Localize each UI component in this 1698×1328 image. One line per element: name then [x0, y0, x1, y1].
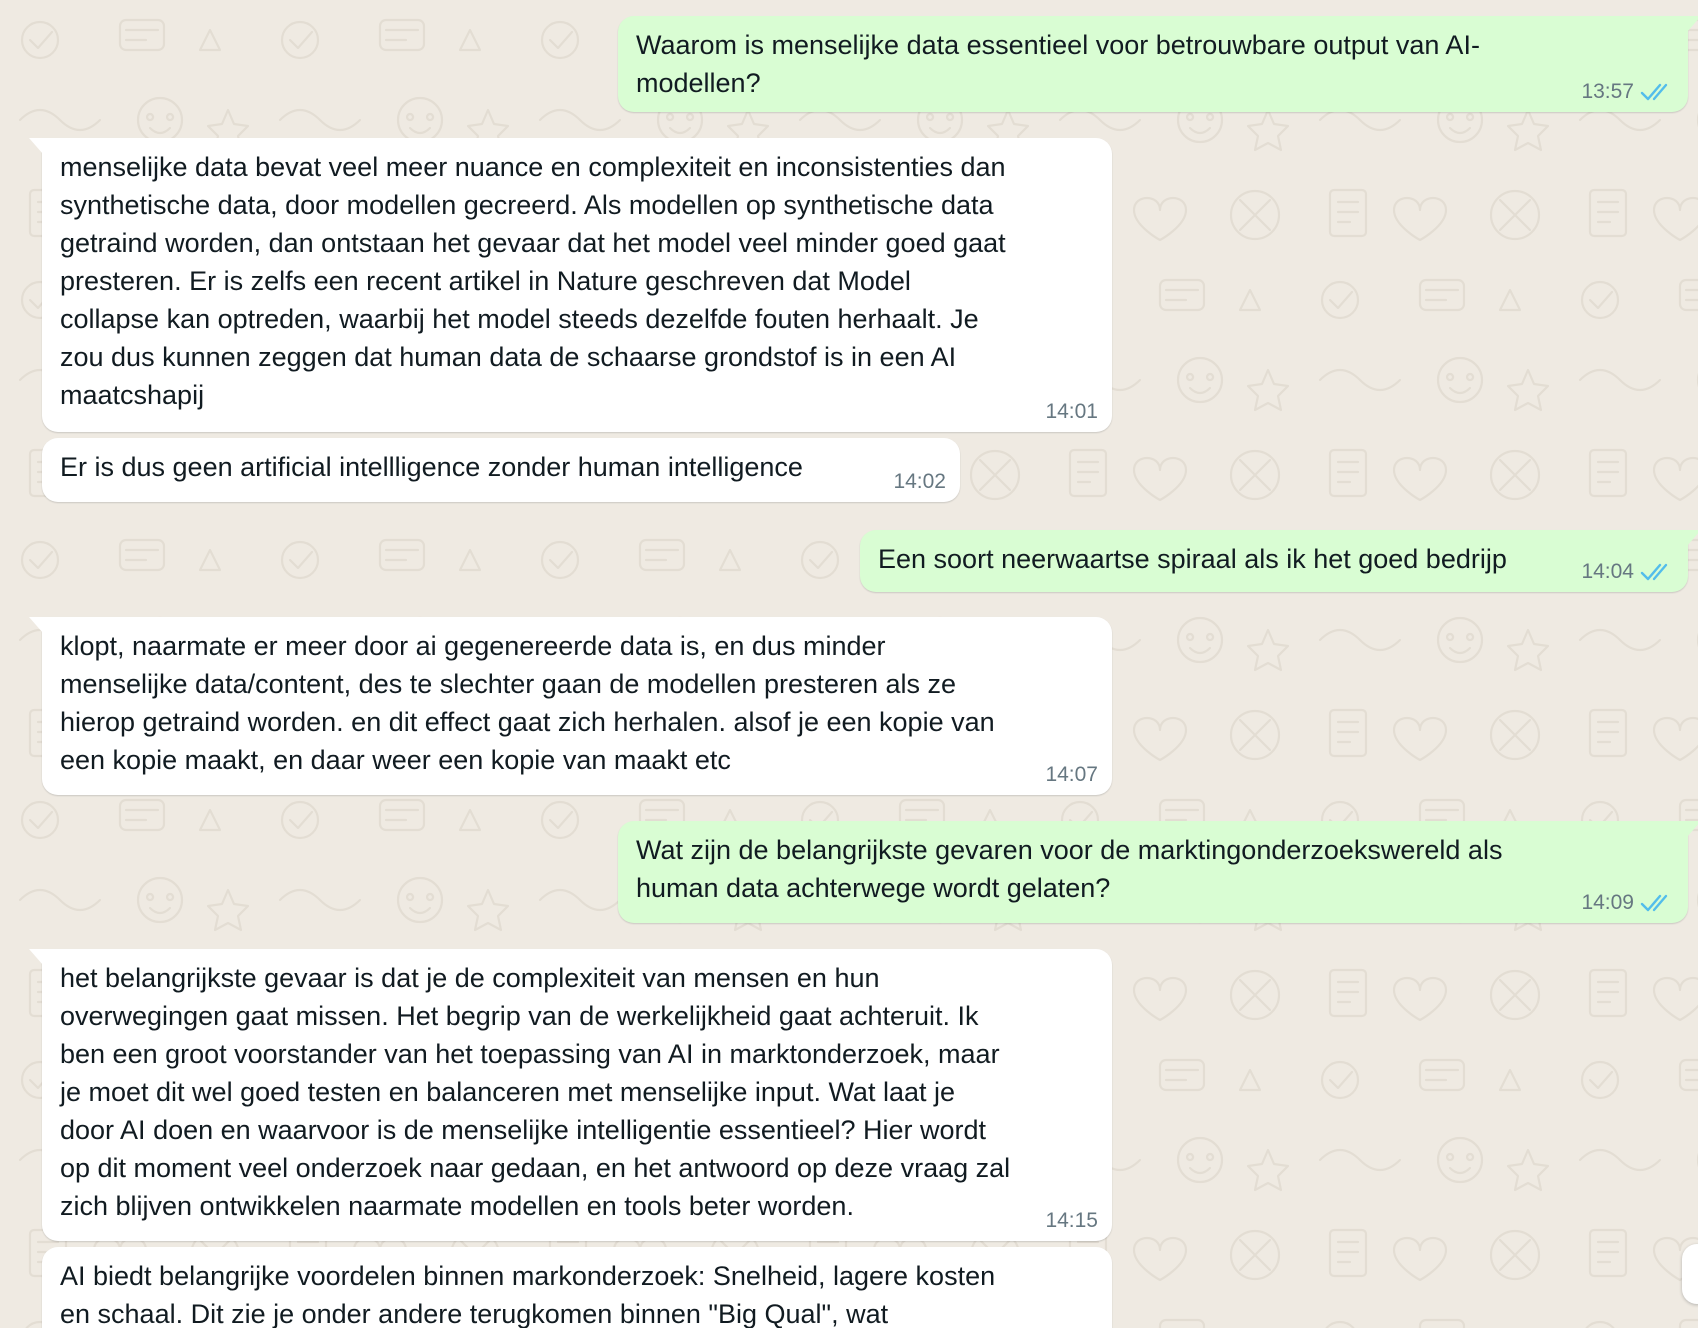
message-bubble-outgoing[interactable]: [618, 16, 1688, 112]
message-bubble-incoming[interactable]: [42, 438, 960, 502]
message-meta: [1045, 763, 1098, 787]
message-text: klopt, naarmate er meer door ai gegenereerde data is, en dus minder menselijke data/content, des te slechter gaan de modellen presteren als ze hierop getraind worden. en dit effect gaat zich herhalen. alsof je een kopie van een kopie maakt, en daar weer een kopie van maakt etc: [60, 631, 995, 775]
message-time: 14:02: [893, 470, 946, 493]
scroll-down-button[interactable]: [1682, 1244, 1698, 1304]
message-time: 14:01: [1045, 400, 1098, 423]
message-time: 14:15: [1045, 1209, 1098, 1232]
message-time: 14:04: [1581, 560, 1634, 583]
message-bubble-outgoing[interactable]: [618, 821, 1688, 923]
message-time: 14:07: [1045, 763, 1098, 786]
message-meta: [893, 470, 946, 494]
message-bubble-incoming[interactable]: [42, 949, 1112, 1241]
message-text: Wat zijn de belangrijkste gevaren voor de marktingonderzoekswereld als human data achterwege wordt gelaten?: [636, 835, 1503, 903]
message-meta: [1581, 80, 1674, 104]
message-meta: [1581, 560, 1674, 584]
message-meta: [1045, 1209, 1098, 1233]
message-text: het belangrijkste gevaar is dat je de complexiteit van mensen en hun overwegingen gaat missen. Het begrip van de werkelijkheid gaat achteruit. Ik ben een groot voorstander van het toepassing van AI in marktonderzoek, maar je moet dit wel goed testen en balanceren met menselijke input. Wat laat je door AI doen en waarvoor is de menselijke intelligentie essentieel? Hier wordt op dit moment veel onderzoek naar gedaan, en het antwoord op deze vraag zal zich blijven ontwikkelen naarmate modellen en tools beter worden.: [60, 963, 1011, 1221]
message-time: 14:09: [1581, 891, 1634, 914]
double-check-read-icon: [1640, 892, 1674, 914]
message-bubble-outgoing[interactable]: [860, 530, 1688, 592]
double-check-read-icon: [1640, 81, 1674, 103]
message-text: Er is dus geen artificial intellligence zonder human intelligence: [60, 452, 803, 482]
double-check-read-icon: [1640, 561, 1674, 583]
message-text: Een soort neerwaartse spiraal als ik het goed bedrijp: [878, 544, 1507, 574]
message-text: menselijke data bevat veel meer nuance en complexiteit en inconsistenties dan synthetische data, door modellen gecreerd. Als modellen op synthetische data getraind worden, dan ontstaan het gevaar dat het model veel minder goed gaat presteren. Er is zelfs een recent artikel in Nature geschreven dat Model collapse kan optreden, waarbij het model steeds dezelfde fouten herhaalt. Je zou dus kunnen zeggen dat human data de schaarse grondstof is in een AI maatcshapij: [60, 152, 1006, 410]
message-meta: [1045, 400, 1098, 424]
message-bubble-incoming[interactable]: [42, 138, 1112, 432]
message-bubble-incoming[interactable]: [42, 617, 1112, 795]
message-text: Waarom is menselijke data essentieel voor betrouwbare output van AI- modellen?: [636, 30, 1480, 98]
message-text: AI biedt belangrijke voordelen binnen markonderzoek: Snelheid, lagere kosten en schaal. Dit zie je onder andere terugkomen binnen "Big Qual", wat: [60, 1261, 996, 1328]
message-meta: [1581, 891, 1674, 915]
message-bubble-incoming[interactable]: [42, 1247, 1112, 1328]
message-time: 13:57: [1581, 80, 1634, 103]
